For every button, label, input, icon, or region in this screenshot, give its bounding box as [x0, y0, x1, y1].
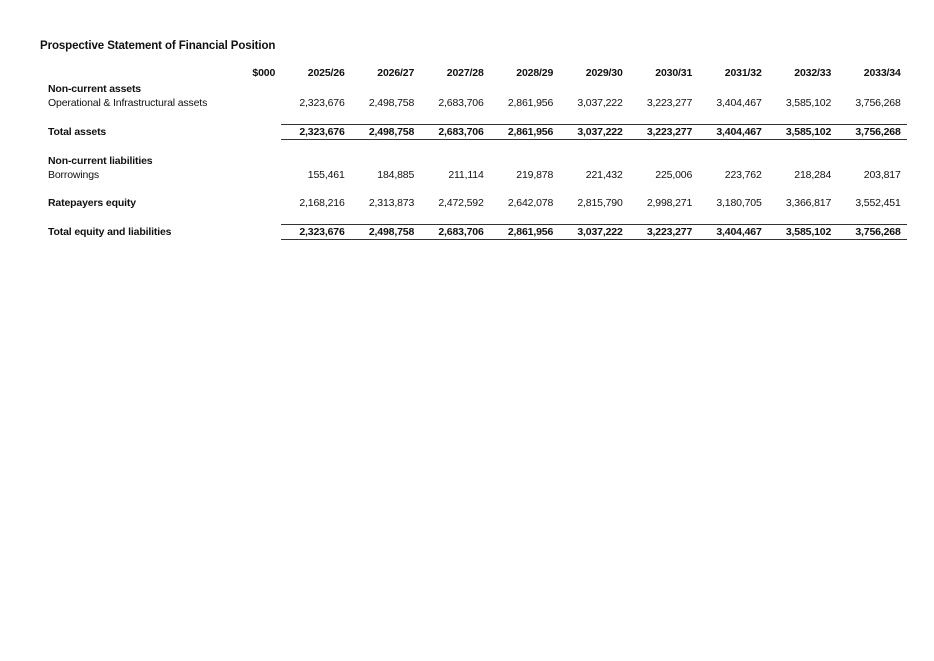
table-row-total-equity-liabilities [42, 225, 907, 240]
table-cell: 3,366,817 [785, 197, 832, 209]
table-cell: 2,498,758 [368, 97, 415, 109]
year-header: 2028/29 [516, 67, 554, 79]
table-cell: 221,432 [585, 169, 623, 181]
table-cell: 3,585,102 [768, 125, 838, 140]
row-label: Borrowings [48, 169, 100, 181]
header-row [42, 64, 907, 82]
table-cell: 2,861,956 [490, 225, 560, 240]
table-cell: 3,037,222 [559, 125, 629, 140]
table-row-total-assets [42, 125, 907, 140]
table-cell: 2,323,676 [281, 125, 351, 140]
table-cell: 2,815,790 [577, 197, 623, 209]
table-cell: 2,498,758 [351, 225, 421, 240]
table-cell: 2,323,676 [299, 97, 345, 109]
table-cell: 219,878 [516, 169, 554, 181]
table-cell: 3,404,467 [698, 125, 768, 140]
table-cell: 3,223,277 [646, 97, 693, 109]
year-header: 2031/32 [724, 67, 762, 79]
unit-header: $000 [252, 67, 276, 79]
table-cell: 2,498,758 [351, 125, 421, 140]
table-cell: 2,642,078 [507, 197, 554, 209]
table-cell: 2,998,271 [646, 197, 693, 209]
row-label: Total equity and liabilities [48, 226, 172, 238]
table-cell: 3,037,222 [577, 97, 623, 109]
year-header: 2029/30 [585, 67, 623, 79]
table-cell: 155,461 [307, 169, 345, 181]
year-header: 2030/31 [655, 67, 693, 79]
table-cell: 3,404,467 [716, 97, 762, 109]
table-cell: 3,404,467 [698, 225, 768, 240]
year-header: 2025/26 [307, 67, 345, 79]
spacer-row [42, 140, 907, 155]
table-row-operational-assets [42, 96, 907, 110]
table-cell: 218,284 [794, 169, 832, 181]
table-row-borrowings [42, 168, 907, 182]
table-cell: 2,683,706 [420, 225, 490, 240]
year-header: 2033/34 [863, 67, 901, 79]
table-cell: 223,762 [724, 169, 762, 181]
row-label: Operational & Infrastructural assets [48, 97, 208, 109]
table-cell: 2,861,956 [507, 97, 554, 109]
table-cell: 3,223,277 [629, 125, 699, 140]
spacer-row [42, 110, 907, 125]
table-cell: 2,683,706 [438, 97, 484, 109]
table-cell: 203,817 [863, 169, 901, 181]
table-cell: 3,756,268 [837, 125, 907, 140]
table-cell: 3,223,277 [629, 225, 699, 240]
financial-position-table [42, 64, 907, 240]
table-row-ratepayers-equity [42, 196, 907, 210]
table-cell: 3,756,268 [837, 225, 907, 240]
section-heading: Non-current liabilities [48, 155, 153, 167]
table-cell: 2,168,216 [299, 197, 345, 209]
table-cell: 3,037,222 [559, 225, 629, 240]
row-label: Total assets [48, 126, 107, 138]
page-title: Prospective Statement of Financial Position [40, 40, 276, 52]
table-cell: 2,313,873 [368, 197, 415, 209]
table-cell: 211,114 [448, 169, 484, 181]
table-cell: 3,585,102 [785, 97, 832, 109]
table-cell: 3,180,705 [716, 197, 762, 209]
year-header: 2032/33 [794, 67, 832, 79]
section-row-non-current-assets [42, 82, 907, 96]
label-column-header [42, 64, 213, 82]
year-header: 2026/27 [377, 67, 415, 79]
table-cell: 2,472,592 [438, 197, 484, 209]
table-cell: 2,861,956 [490, 125, 560, 140]
section-heading: Non-current assets [48, 83, 141, 95]
table-cell: 3,756,268 [855, 97, 901, 109]
row-label: Ratepayers equity [48, 197, 136, 209]
table-cell: 225,006 [655, 169, 693, 181]
table-cell: 2,683,706 [420, 125, 490, 140]
spacer-row [42, 182, 907, 196]
section-row-non-current-liabilities [42, 154, 907, 168]
table-cell: 3,585,102 [768, 225, 838, 240]
table-cell: 2,323,676 [281, 225, 351, 240]
table-cell: 3,552,451 [855, 197, 901, 209]
year-header: 2027/28 [446, 67, 484, 79]
spacer-row [42, 210, 907, 225]
table-cell: 184,885 [377, 169, 415, 181]
